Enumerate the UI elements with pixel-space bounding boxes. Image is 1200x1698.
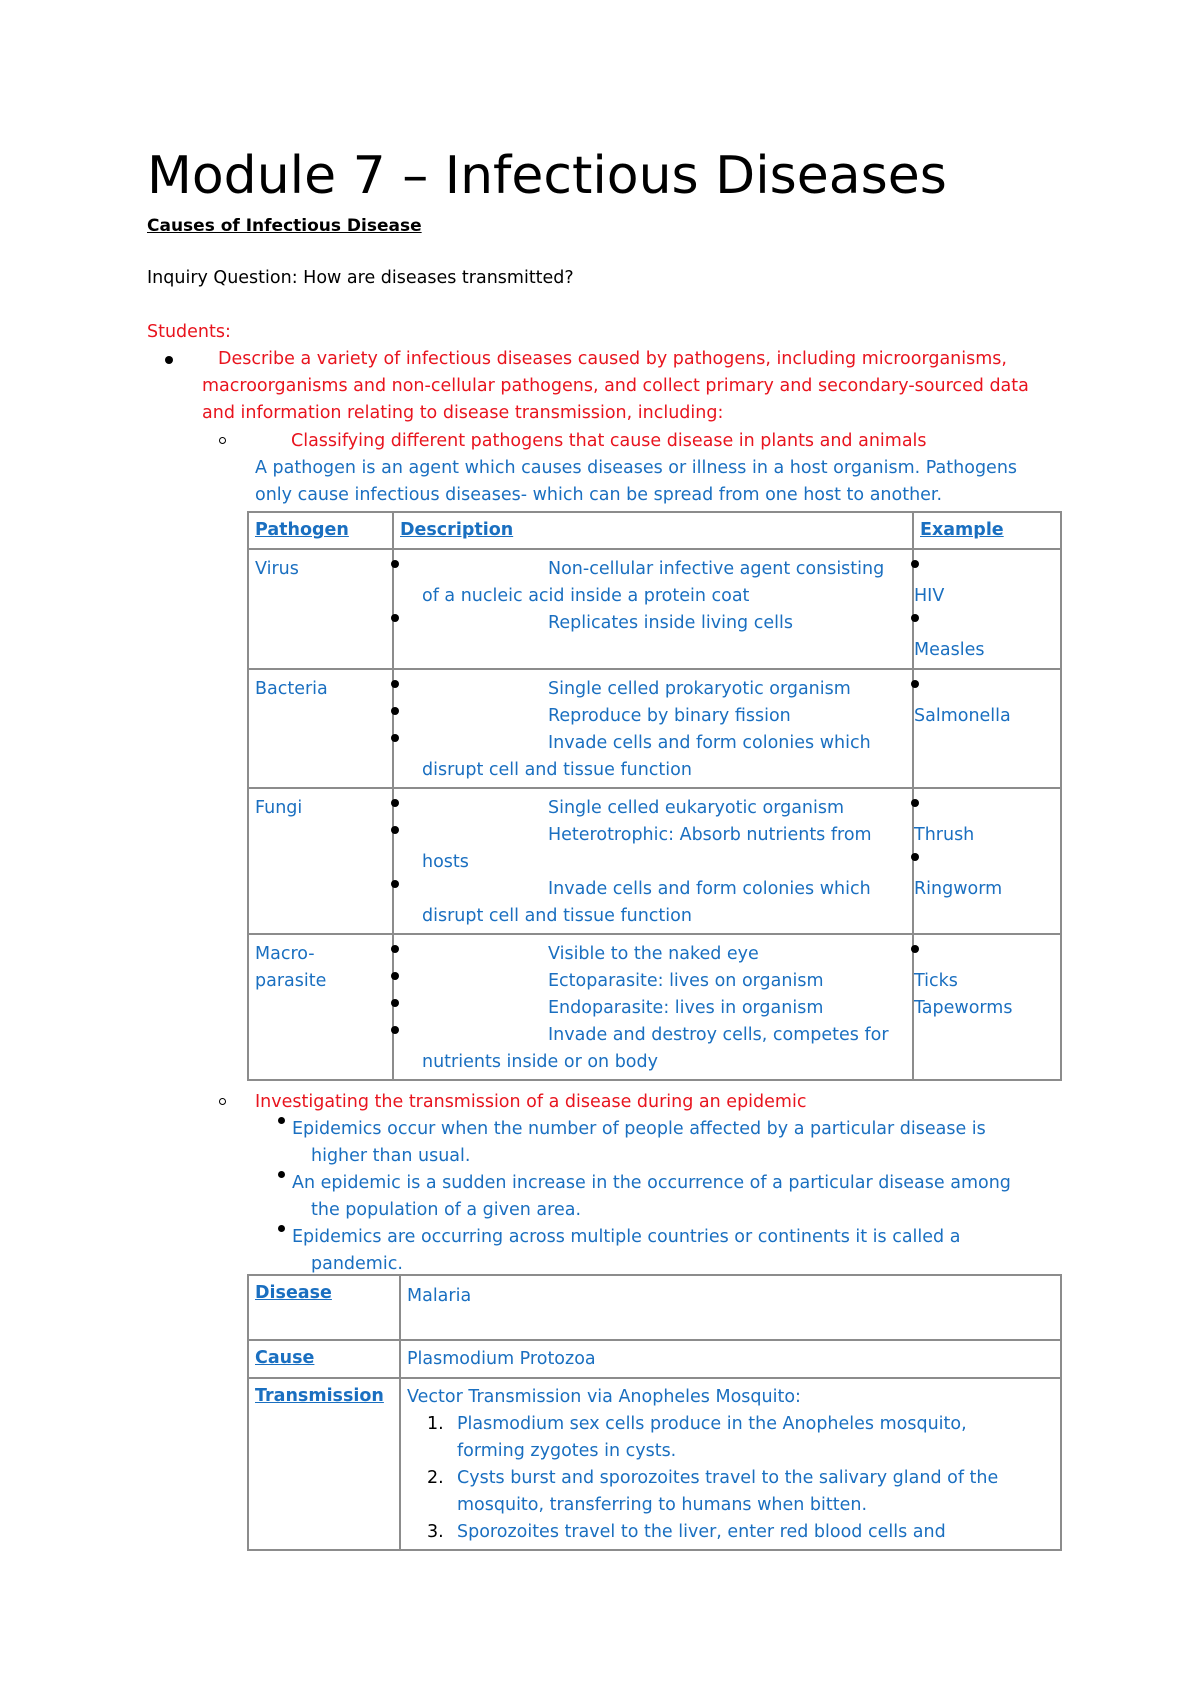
cause-label: Cause <box>255 1348 315 1368</box>
description-item: nutrients inside or on body <box>422 1052 658 1072</box>
epidemic-point: higher than usual. <box>311 1146 471 1166</box>
pathogen-name: Virus <box>255 559 299 579</box>
bullet-icon <box>391 614 399 622</box>
epidemic-point: Epidemics are occurring across multiple countries or continents it is called a <box>292 1227 961 1247</box>
bullet-icon <box>911 614 919 622</box>
description-item: disrupt cell and tissue function <box>422 906 692 926</box>
pathogen-name: Macro- <box>255 944 315 964</box>
description-item: Ectoparasite: lives on organism <box>548 971 824 991</box>
bullet-icon <box>391 734 399 742</box>
bullet-icon <box>911 853 919 861</box>
example-item: Ringworm <box>914 879 1003 899</box>
pathogen-definition: only cause infectious diseases- which can be spread from one host to another. <box>255 485 943 505</box>
transmission-steps <box>407 1411 1060 1546</box>
transmission-intro: Vector Transmission via Anopheles Mosquito: <box>407 1387 801 1407</box>
description-item: Single celled eukaryotic organism <box>548 798 845 818</box>
description-item: Invade cells and form colonies which <box>548 879 871 899</box>
epidemic-point: Epidemics occur when the number of people affected by a particular disease is <box>292 1119 986 1139</box>
header-description: Description <box>400 520 514 540</box>
bullet-icon <box>391 560 399 568</box>
bullet-icon <box>278 1171 285 1178</box>
page-title: Module 7 – Infectious Diseases <box>147 146 947 206</box>
epidemic-point: the population of a given area. <box>311 1200 582 1220</box>
table-row <box>248 549 1061 669</box>
bullet-icon <box>278 1117 285 1124</box>
disease-value: Malaria <box>407 1286 472 1306</box>
bullet-icon <box>391 826 399 834</box>
bullet-icon <box>391 1026 399 1034</box>
description-item: Single celled prokaryotic organism <box>548 679 851 699</box>
description-item: of a nucleic acid inside a protein coat <box>422 586 750 606</box>
disease-label: Disease <box>255 1283 332 1303</box>
description-item: hosts <box>422 852 469 872</box>
description-item: Visible to the naked eye <box>548 944 759 964</box>
pathogen-name: parasite <box>255 971 327 991</box>
inquiry-label: Inquiry Question: <box>147 268 298 288</box>
cause-value: Plasmodium Protozoa <box>407 1349 596 1369</box>
description-item: Non-cellular infective agent consisting <box>548 559 885 579</box>
bullet-icon <box>391 680 399 688</box>
list-item: 3. Sporozoites travel to the liver, enter red blood cells and <box>427 1522 946 1542</box>
description-item: Replicates inside living cells <box>548 613 793 633</box>
description-item: Invade and destroy cells, competes for <box>548 1025 889 1045</box>
description-item: Endoparasite: lives in organism <box>548 998 824 1018</box>
circle-bullet-icon <box>219 437 226 444</box>
outcome-line: macroorganisms and non-cellular pathogens, and collect primary and secondary-sourced data <box>202 376 1029 396</box>
bullet-icon <box>391 707 399 715</box>
outcome-line: Describe a variety of infectious diseases caused by pathogens, including microorganisms, <box>218 349 1007 369</box>
header-example: Example <box>920 520 1004 540</box>
table-row <box>248 1378 1061 1550</box>
example-item: HIV <box>914 586 945 606</box>
inquiry-question <box>147 268 574 288</box>
example-item: Salmonella <box>914 706 1011 726</box>
epidemic-point: An epidemic is a sudden increase in the occurrence of a particular disease among <box>292 1173 1011 1193</box>
table-row <box>248 1340 1061 1378</box>
header-pathogen: Pathogen <box>255 520 349 540</box>
example-item: Measles <box>914 640 985 660</box>
bullet-icon <box>391 799 399 807</box>
example-item: Ticks <box>914 971 958 991</box>
bullet-icon <box>911 945 919 953</box>
description-item: Invade cells and form colonies which <box>548 733 871 753</box>
pathogen-name: Fungi <box>255 798 303 818</box>
bullet-icon <box>911 799 919 807</box>
bullet-icon <box>278 1225 285 1232</box>
pathogen-name: Bacteria <box>255 679 328 699</box>
table-row <box>248 934 1061 1080</box>
example-item: Thrush <box>914 825 975 845</box>
description-item: Reproduce by binary fission <box>548 706 791 726</box>
bullet-icon <box>911 680 919 688</box>
table-row <box>248 669 1061 788</box>
bullet-icon <box>391 972 399 980</box>
circle-bullet-icon <box>219 1098 226 1105</box>
sub-heading-classifying: Classifying different pathogens that cause disease in plants and animals <box>291 431 927 451</box>
epidemic-point: pandemic. <box>311 1254 403 1274</box>
bullet-icon <box>391 999 399 1007</box>
list-item: 1. Plasmodium sex cells produce in the Anopheles mosquito, forming zygotes in cysts. <box>427 1414 967 1461</box>
inquiry-text: How are diseases transmitted? <box>297 268 574 288</box>
section-subtitle: Causes of Infectious Disease <box>147 216 422 236</box>
bullet-icon <box>391 945 399 953</box>
students-label: Students: <box>147 322 231 342</box>
bullet-icon <box>165 356 173 364</box>
disease-table <box>247 1274 1062 1551</box>
description-item: disrupt cell and tissue function <box>422 760 692 780</box>
bullet-icon <box>391 880 399 888</box>
outcome-line: and information relating to disease transmission, including: <box>202 403 724 423</box>
description-item: Heterotrophic: Absorb nutrients from <box>548 825 872 845</box>
example-item: Tapeworms <box>914 998 1013 1018</box>
list-item: 2. Cysts burst and sporozoites travel to the salivary gland of the mosquito, transferring to humans when bitten. <box>427 1468 999 1515</box>
transmission-label: Transmission <box>255 1386 384 1406</box>
pathogen-definition: A pathogen is an agent which causes diseases or illness in a host organism. Pathogens <box>255 458 1018 478</box>
table-row <box>248 1275 1061 1340</box>
table-row <box>248 788 1061 934</box>
sub-heading-investigating: Investigating the transmission of a disease during an epidemic <box>255 1092 807 1112</box>
bullet-icon <box>911 560 919 568</box>
pathogen-table <box>247 511 1062 1081</box>
